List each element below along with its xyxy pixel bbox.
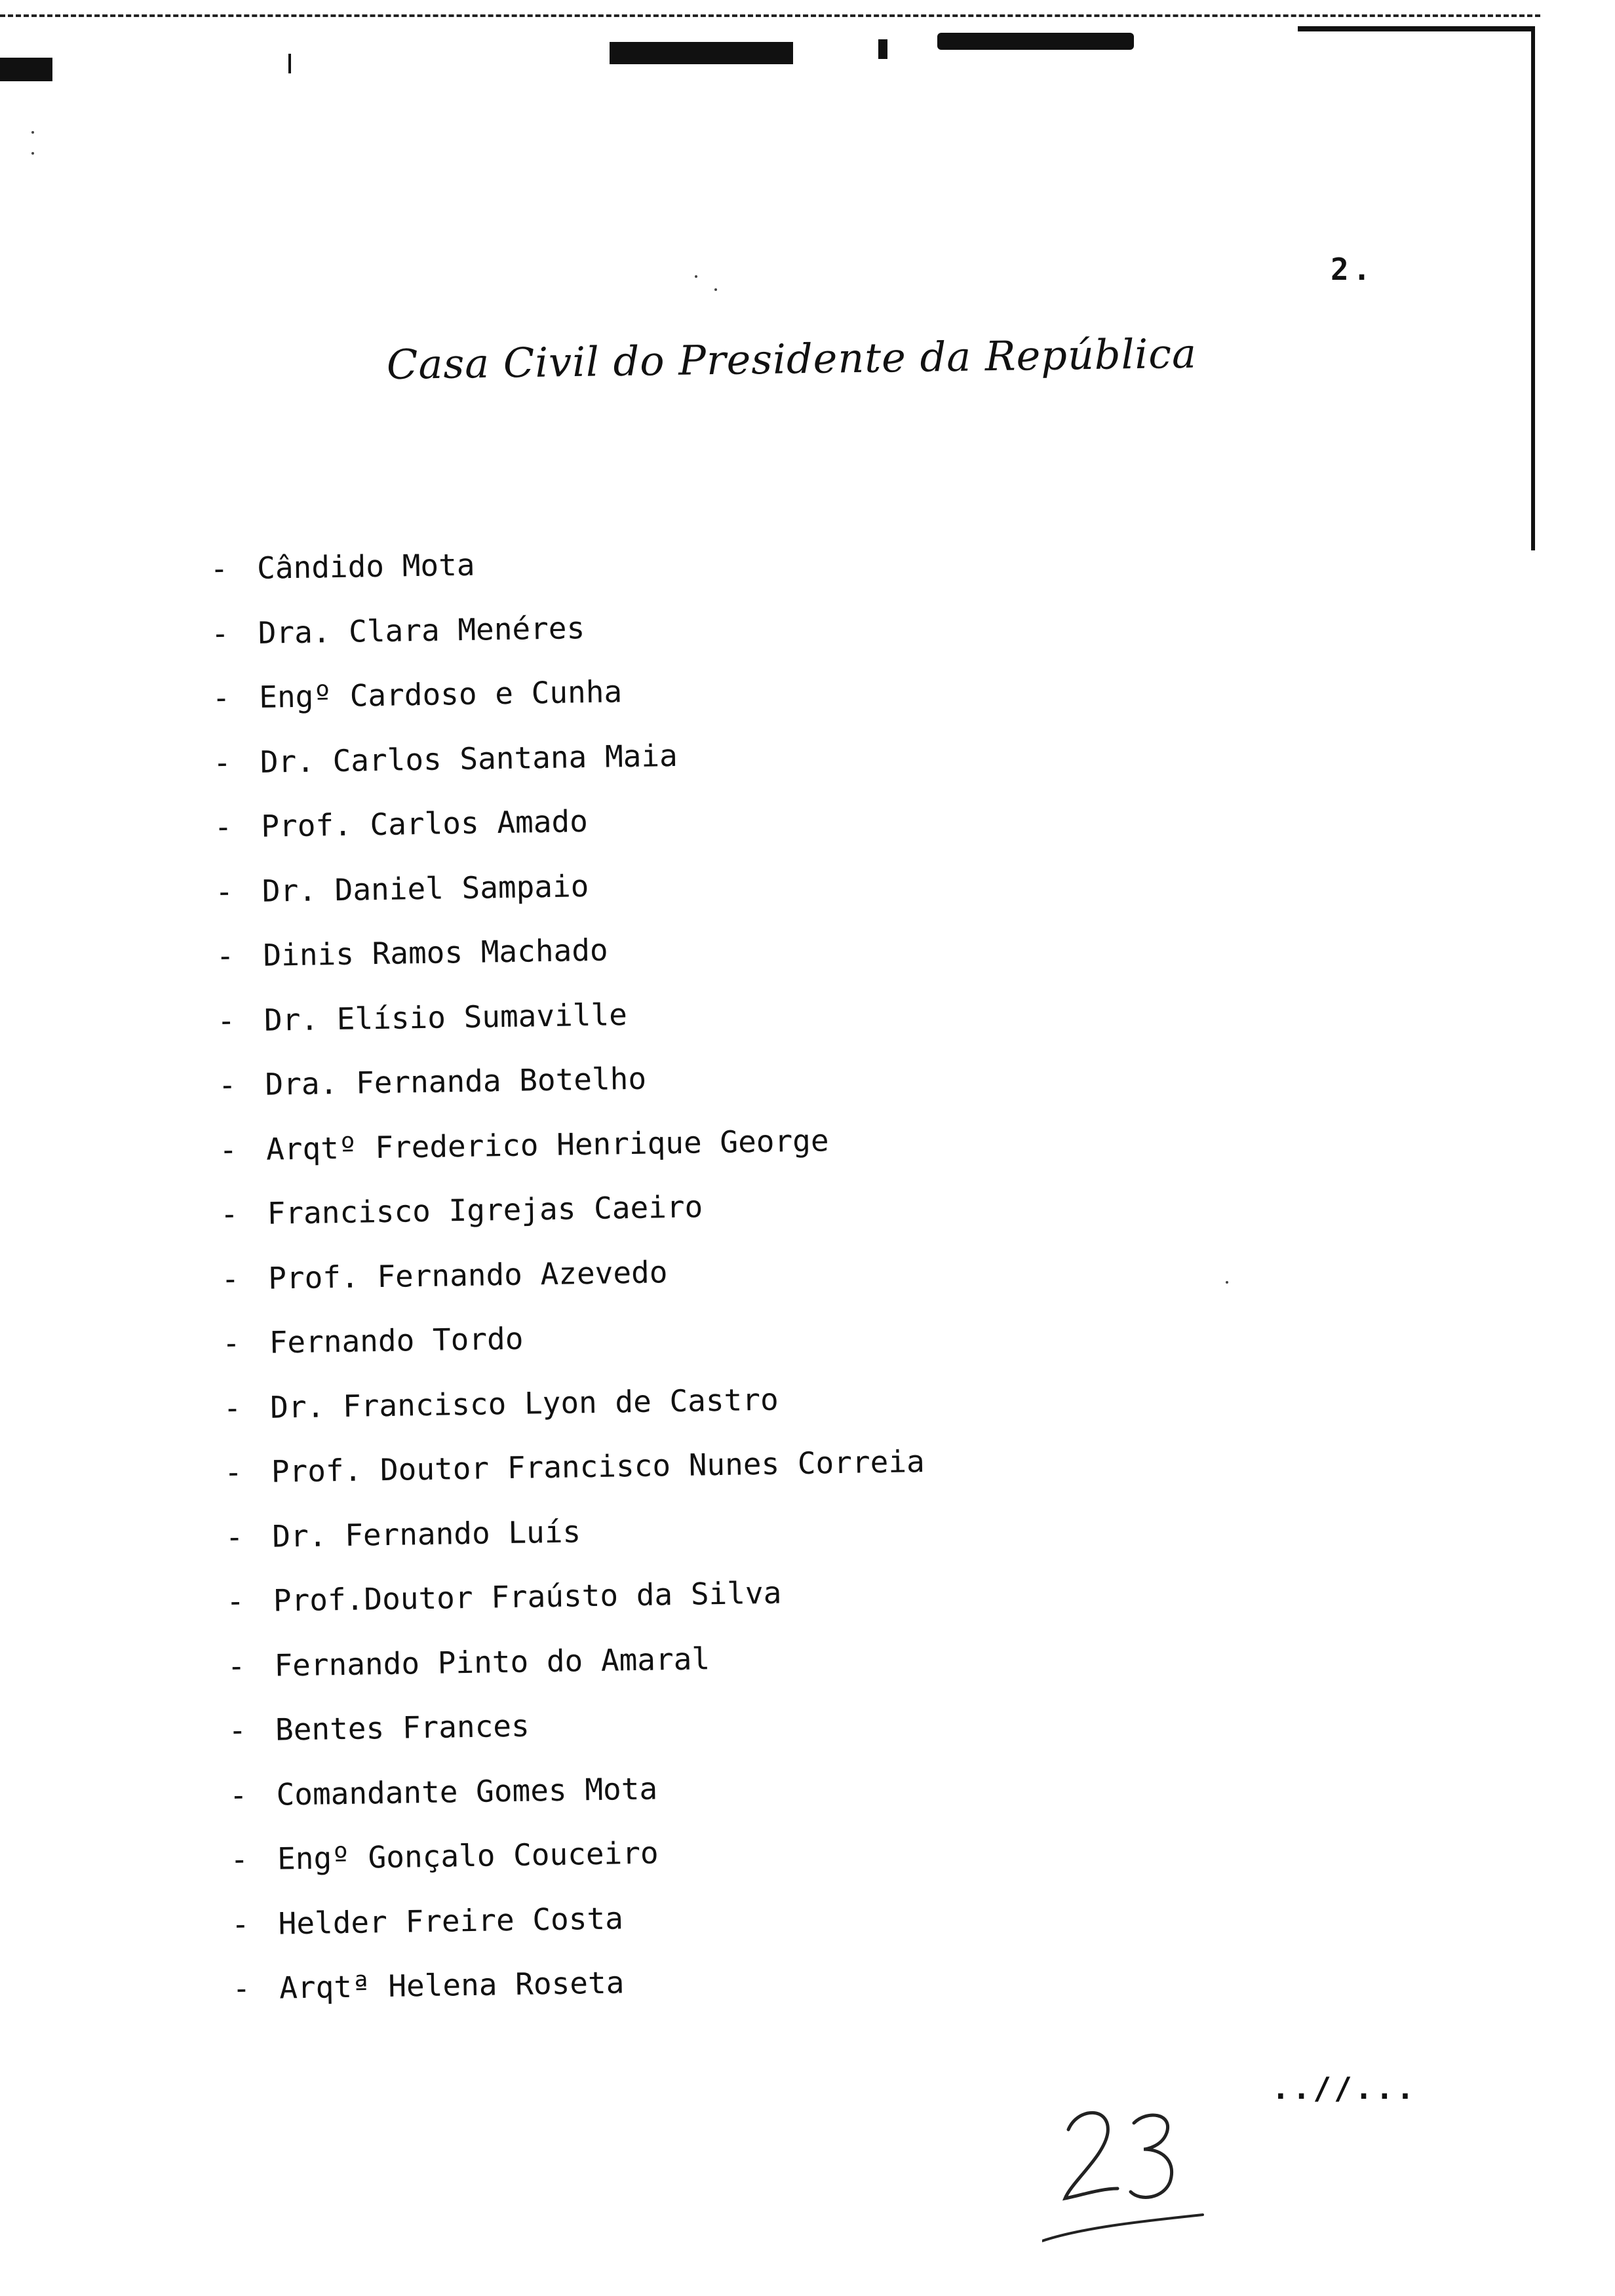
list-item-text: Fernando Pinto do Amaral	[274, 1640, 710, 1683]
list-dash: -	[225, 1518, 244, 1555]
list-dash: -	[212, 744, 232, 780]
scan-dashed-edge	[0, 14, 1540, 17]
list-item-text: Dra. Fernanda Botelho	[265, 1060, 647, 1102]
scan-right-border	[1531, 26, 1535, 550]
list-item-text: Engº Gonçalo Couceiro	[277, 1835, 659, 1877]
list-item-text: Arqtª Helena Roseta	[279, 1964, 625, 2006]
handwritten-page-number	[1042, 2084, 1213, 2248]
list-item-text: Prof.Doutor Fraústo da Silva	[273, 1575, 782, 1618]
list-dash: -	[218, 1067, 237, 1103]
list-dash: -	[214, 873, 234, 909]
list-item-text: Dr. Fernando Luís	[271, 1513, 581, 1554]
list-item-text: Dr. Daniel Sampaio	[262, 868, 589, 909]
scan-speck	[1226, 1281, 1228, 1284]
list-dash: -	[229, 1776, 248, 1813]
scan-blot	[878, 39, 887, 59]
list-dash: -	[222, 1325, 241, 1361]
list-item-text: Prof. Doutor Francisco Nunes Correia	[271, 1444, 925, 1489]
continuation-mark: ..//...	[1272, 2071, 1417, 2106]
list-dash: -	[210, 550, 229, 586]
list-dash: -	[220, 1196, 239, 1232]
scan-blot	[610, 42, 793, 64]
scan-blot	[288, 54, 291, 73]
scan-blot	[937, 33, 1134, 50]
list-item-text: Fernando Tordo	[269, 1320, 524, 1360]
list-item-text: Arqtº Frederico Henrique George	[265, 1122, 829, 1167]
list-item-text: Engº Cardoso e Cunha	[258, 674, 623, 715]
list-item-text: Dr. Elísio Sumaville	[263, 996, 628, 1038]
list-dash: -	[225, 1583, 245, 1619]
list-item-text: Helder Freire Costa	[278, 1900, 624, 1942]
list-dash: -	[221, 1260, 240, 1297]
list-item-text: Bentes Frances	[275, 1708, 530, 1748]
list-item-text: Cândido Mota	[256, 546, 475, 586]
list-dash: -	[216, 938, 235, 974]
page-number: 2.	[1331, 252, 1375, 287]
list-dash: -	[210, 615, 230, 651]
list-dash: -	[218, 1131, 238, 1168]
list-dash: -	[214, 809, 233, 845]
scan-speck	[31, 152, 34, 155]
list-item-text: Dr. Carlos Santana Maia	[260, 737, 678, 780]
list-dash: -	[231, 1905, 250, 1942]
list-item-text: Dr. Francisco Lyon de Castro	[269, 1381, 779, 1425]
list-dash: -	[212, 679, 231, 716]
scan-blot	[0, 58, 52, 81]
list-dash: -	[224, 1454, 243, 1490]
list-dash: -	[227, 1712, 247, 1748]
list-dash: -	[227, 1647, 246, 1684]
names-list	[210, 533, 1216, 2033]
scan-top-border	[1298, 26, 1535, 31]
scan-speck	[714, 288, 717, 291]
list-dash: -	[223, 1389, 242, 1426]
list-item-text: Dinis Ramos Machado	[263, 932, 609, 973]
list-item-text: Francisco Igrejas Caeiro	[267, 1189, 703, 1231]
list-dash: -	[229, 1841, 249, 1877]
scan-speck	[695, 275, 697, 278]
list-item-text: Dra. Clara Menéres	[258, 609, 585, 651]
letterhead-title: Casa Civil do Presidente da República	[386, 329, 1197, 389]
list-item-text: Prof. Carlos Amado	[260, 803, 589, 844]
list-item-text: Prof. Fernando Azevedo	[267, 1253, 668, 1296]
scan-speck	[31, 131, 34, 134]
list-item-text: Comandante Gomes Mota	[276, 1770, 658, 1812]
list-dash: -	[232, 1970, 251, 2006]
list-dash: -	[216, 1002, 236, 1039]
